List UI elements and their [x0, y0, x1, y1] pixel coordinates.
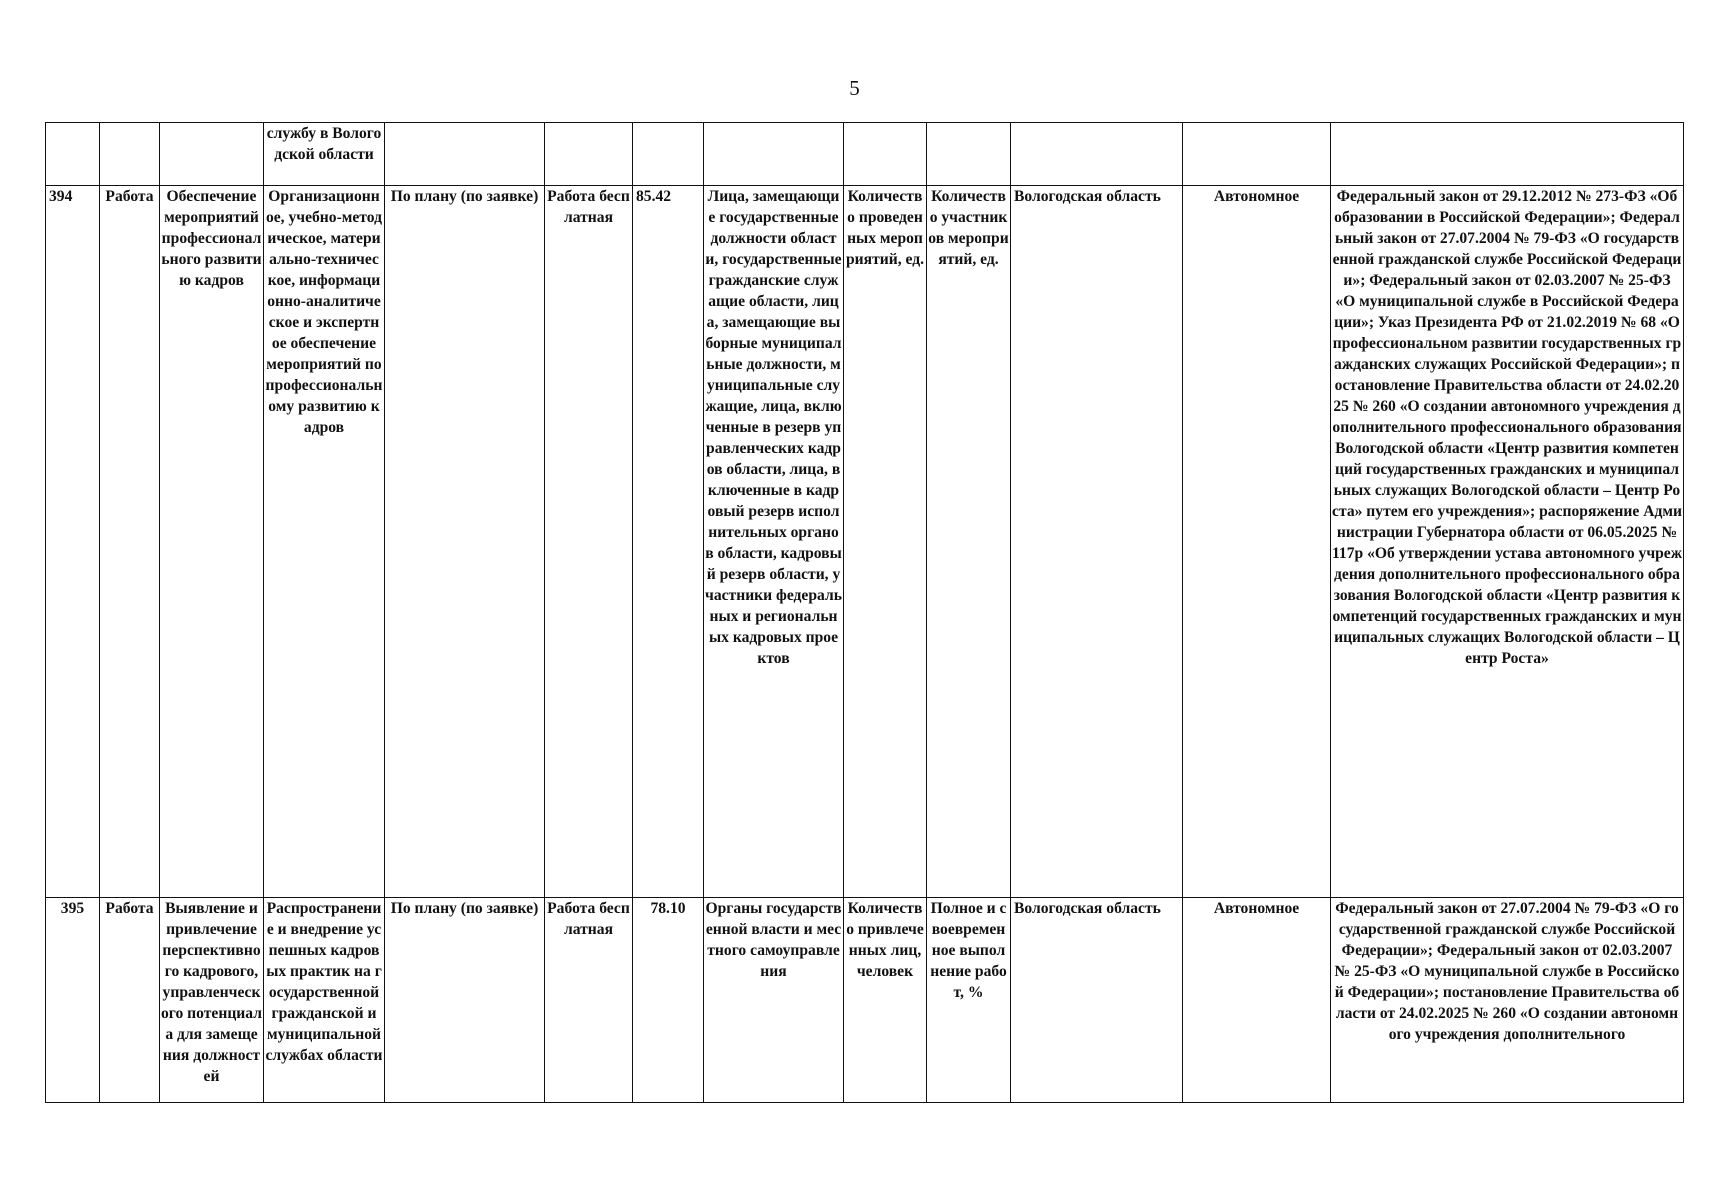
cell-territory: Вологодская область [1011, 186, 1183, 898]
cell-consumers: Лица, замещающие государственные должности области, государственные гражданские служащие области, лица, замещающие выборные муниципальные должности, муниципальные служащие, лица, включенные в резерв управленческих кадров области, лица, включенные в кадровый резерв исполнительных органов области, кадровый резерв области, участники федеральных и региональных кадровых проектов [704, 186, 844, 898]
cell-content: службу в Вологодской области [264, 123, 385, 186]
cell-form: По плану (по заявке) [385, 186, 545, 898]
cell-territory: Вологодская область [1011, 898, 1183, 1103]
cell-institution-type: Автономное [1183, 898, 1331, 1103]
cell-legal-basis: Федеральный закон от 29.12.2012 № 273-ФЗ «Об образовании в Российской Федерации»; Федеральный закон от 27.07.2004 № 79-ФЗ «О государственной гражданской службе Российской Федерации»; Федеральный закон от 02.03.2007 № 25-ФЗ «О муниципальной службе в Российской Федерации»; Указ Президента РФ от 21.02.2019 № 68 «О профессиональном развитии государственных гражданских служащих Российской Федерации»; постановление Правительства области от 24.02.2025 № 260 «О создании автономного учреждения дополнительного профессионального образования Вологодской области «Центр развития компетенций государственных гражданских и муниципальных служащих Вологодской области – Центр Роста» путем его учреждения»; распоряжение Администрации Губернатора области от 06.05.2025 № 117р «Об утверждении устава автономного учреждения дополнительного профессионального образования Вологодской области «Центр развития компетенций государственных гражданских и муниципальных служащих Вологодской области – Центр Роста» [1331, 186, 1684, 898]
cell-indicator-2 [927, 123, 1011, 186]
cell-institution-type [1183, 123, 1331, 186]
cell-indicator-1: Количество привлеченных лиц, человек [844, 898, 927, 1103]
cell-name [160, 123, 264, 186]
cell-paid: Работа бесплатная [545, 898, 633, 1103]
table-row [46, 186, 1684, 898]
cell-indicator-2: Полное и своевременное выполнение работ, % [927, 898, 1011, 1103]
cell-code: 85.42 [633, 186, 704, 898]
cell-indicator-1 [844, 123, 927, 186]
cell-form [385, 123, 545, 186]
page-number: 5 [849, 76, 860, 100]
cell-institution-type: Автономное [1183, 186, 1331, 898]
cell-indicator-2: Количество участников мероприятий, ед. [927, 186, 1011, 898]
cell-indicator-1: Количество проведенных мероприятий, ед. [844, 186, 927, 898]
table-row [46, 123, 1684, 186]
cell-legal-basis [1331, 123, 1684, 186]
cell-consumers: Органы государственной власти и местного самоуправления [704, 898, 844, 1103]
cell-code [633, 123, 704, 186]
cell-content: Организационное, учебно-методическое, материально-техническое, информационно-аналитическое и экспертное обеспечение мероприятий по профессиональному развитию кадров [264, 186, 385, 898]
cell-content: Распространение и внедрение успешных кадровых практик на государственной гражданской и муниципальной службах области [264, 898, 385, 1103]
cell-name: Выявление и привлечение перспективного кадрового, управленческого потенциала для замещения должностей [160, 898, 264, 1103]
cell-type: Работа [100, 186, 160, 898]
cell-paid: Работа бесплатная [545, 186, 633, 898]
cell-number: 395 [46, 898, 100, 1103]
cell-number [46, 123, 100, 186]
cell-territory [1011, 123, 1183, 186]
table-row [46, 898, 1684, 1103]
cell-consumers [704, 123, 844, 186]
cell-form: По плану (по заявке) [385, 898, 545, 1103]
cell-legal-basis: Федеральный закон от 27.07.2004 № 79-ФЗ «О государственной гражданской службе Российской Федерации»; Федеральный закон от 02.03.2007 № 25-ФЗ «О муниципальной службе в Российской Федерации»; постановление Правительства области от 24.02.2025 № 260 «О создании автономного учреждения дополнительного [1331, 898, 1684, 1103]
services-register-table [45, 122, 1684, 1103]
cell-number: 394 [46, 186, 100, 898]
cell-paid [545, 123, 633, 186]
cell-name: Обеспечение мероприятий профессионального развитию кадров [160, 186, 264, 898]
cell-type [100, 123, 160, 186]
cell-code: 78.10 [633, 898, 704, 1103]
cell-type: Работа [100, 898, 160, 1103]
